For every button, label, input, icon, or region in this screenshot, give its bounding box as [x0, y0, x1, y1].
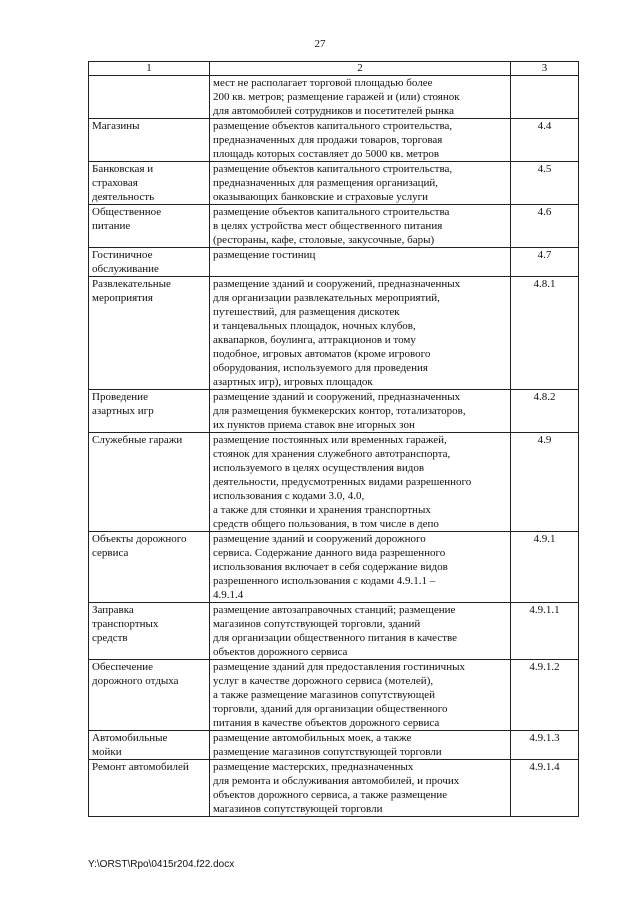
table-header-row: [89, 62, 579, 76]
row-name: Магазины: [89, 119, 210, 162]
row-description: размещение объектов капитального строительства, предназначенных для размещения организаций, оказывающих банковские и страховые услуги: [210, 162, 511, 205]
row-code: [511, 76, 579, 119]
table-row: [89, 248, 579, 277]
column-header-2: 2: [210, 62, 511, 76]
row-description: размещение мастерских, предназначенных для ремонта и обслуживания автомобилей, и прочих объектов дорожного сервиса, а также размещение магазинов сопутствующей торговли: [210, 760, 511, 817]
row-name: Обеспечение дорожного отдыха: [89, 660, 210, 731]
table-row: [89, 532, 579, 603]
row-description: размещение объектов капитального строительства, предназначенных для продажи товаров, торговая площадь которых составляет до 5000 кв. метров: [210, 119, 511, 162]
row-code: 4.9.1.4: [511, 760, 579, 817]
table-row: [89, 119, 579, 162]
row-code: 4.6: [511, 205, 579, 248]
table-row: [89, 390, 579, 433]
table-row: [89, 162, 579, 205]
row-code: 4.4: [511, 119, 579, 162]
row-name: Служебные гаражи: [89, 433, 210, 532]
row-code: 4.9.1.3: [511, 731, 579, 760]
row-code: 4.7: [511, 248, 579, 277]
row-description: размещение зданий и сооружений дорожного сервиса. Содержание данного вида разрешенного использования включает в себя содержание видов разрешенного использования с кодами 4.9.1.1 – 4.9.1.4: [210, 532, 511, 603]
table-row: [89, 603, 579, 660]
row-name: Банковская и страховая деятельность: [89, 162, 210, 205]
row-description: мест не располагает торговой площадью более 200 кв. метров; размещение гаражей и (или) стоянок для автомобилей сотрудников и посетителей рынка: [210, 76, 511, 119]
row-name: Развлекательные мероприятия: [89, 277, 210, 390]
row-name: Общественное питание: [89, 205, 210, 248]
row-description: размещение постоянных или временных гаражей, стоянок для хранения служебного автотранспорта, используемого в целях осуществления видов деятельности, предусмотренных видами разрешенного использования с кодами 3.0, 4.0, а также для стоянки и хранения транспортных средств общего пользования, в том числе в депо: [210, 433, 511, 532]
row-name: [89, 76, 210, 119]
table-row: [89, 731, 579, 760]
table-row: [89, 433, 579, 532]
table-row: [89, 277, 579, 390]
table-row: [89, 76, 579, 119]
column-header-1: 1: [89, 62, 210, 76]
row-code: 4.9: [511, 433, 579, 532]
row-description: размещение автозаправочных станций; размещение магазинов сопутствующей торговли, зданий для организации общественного питания в качестве объектов дорожного сервиса: [210, 603, 511, 660]
row-description: размещение зданий и сооружений, предназначенных для организации развлекательных мероприятий, путешествий, для размещения дискотек и танцевальных площадок, ночных клубов, аквапарков, боулинга, аттракционов и тому подобное, игровых автоматов (кроме игрового оборудования, используемого для проведения азартных игр), игровых площадок: [210, 277, 511, 390]
column-header-3: 3: [511, 62, 579, 76]
table-row: [89, 760, 579, 817]
row-name: Заправка транспортных средств: [89, 603, 210, 660]
row-code: 4.9.1.1: [511, 603, 579, 660]
row-code: 4.9.1: [511, 532, 579, 603]
row-code: 4.8.2: [511, 390, 579, 433]
row-name: Проведение азартных игр: [89, 390, 210, 433]
row-description: размещение гостиниц: [210, 248, 511, 277]
row-code: 4.5: [511, 162, 579, 205]
table-row: [89, 660, 579, 731]
land-use-table: [88, 61, 579, 817]
row-name: Автомобильные мойки: [89, 731, 210, 760]
row-description: размещение автомобильных моек, а также размещение магазинов сопутствующей торговли: [210, 731, 511, 760]
table-row: [89, 205, 579, 248]
page-number: 27: [314, 38, 326, 50]
file-path-footer: Y:\ORST\Rpo\0415r204.f22.docx: [88, 859, 235, 870]
row-description: размещение зданий для предоставления гостиничных услуг в качестве дорожного сервиса (мотелей), а также размещение магазинов сопутствующей торговли, зданий для организации общественного питания в качестве объектов дорожного сервиса: [210, 660, 511, 731]
row-description: размещение объектов капитального строительства в целях устройства мест общественного питания (рестораны, кафе, столовые, закусочные, бары): [210, 205, 511, 248]
row-description: размещение зданий и сооружений, предназначенных для размещения букмекерских контор, тотализаторов, их пунктов приема ставок вне игорных зон: [210, 390, 511, 433]
row-name: Гостиничное обслуживание: [89, 248, 210, 277]
row-name: Объекты дорожного сервиса: [89, 532, 210, 603]
row-name: Ремонт автомобилей: [89, 760, 210, 817]
row-code: 4.8.1: [511, 277, 579, 390]
row-code: 4.9.1.2: [511, 660, 579, 731]
